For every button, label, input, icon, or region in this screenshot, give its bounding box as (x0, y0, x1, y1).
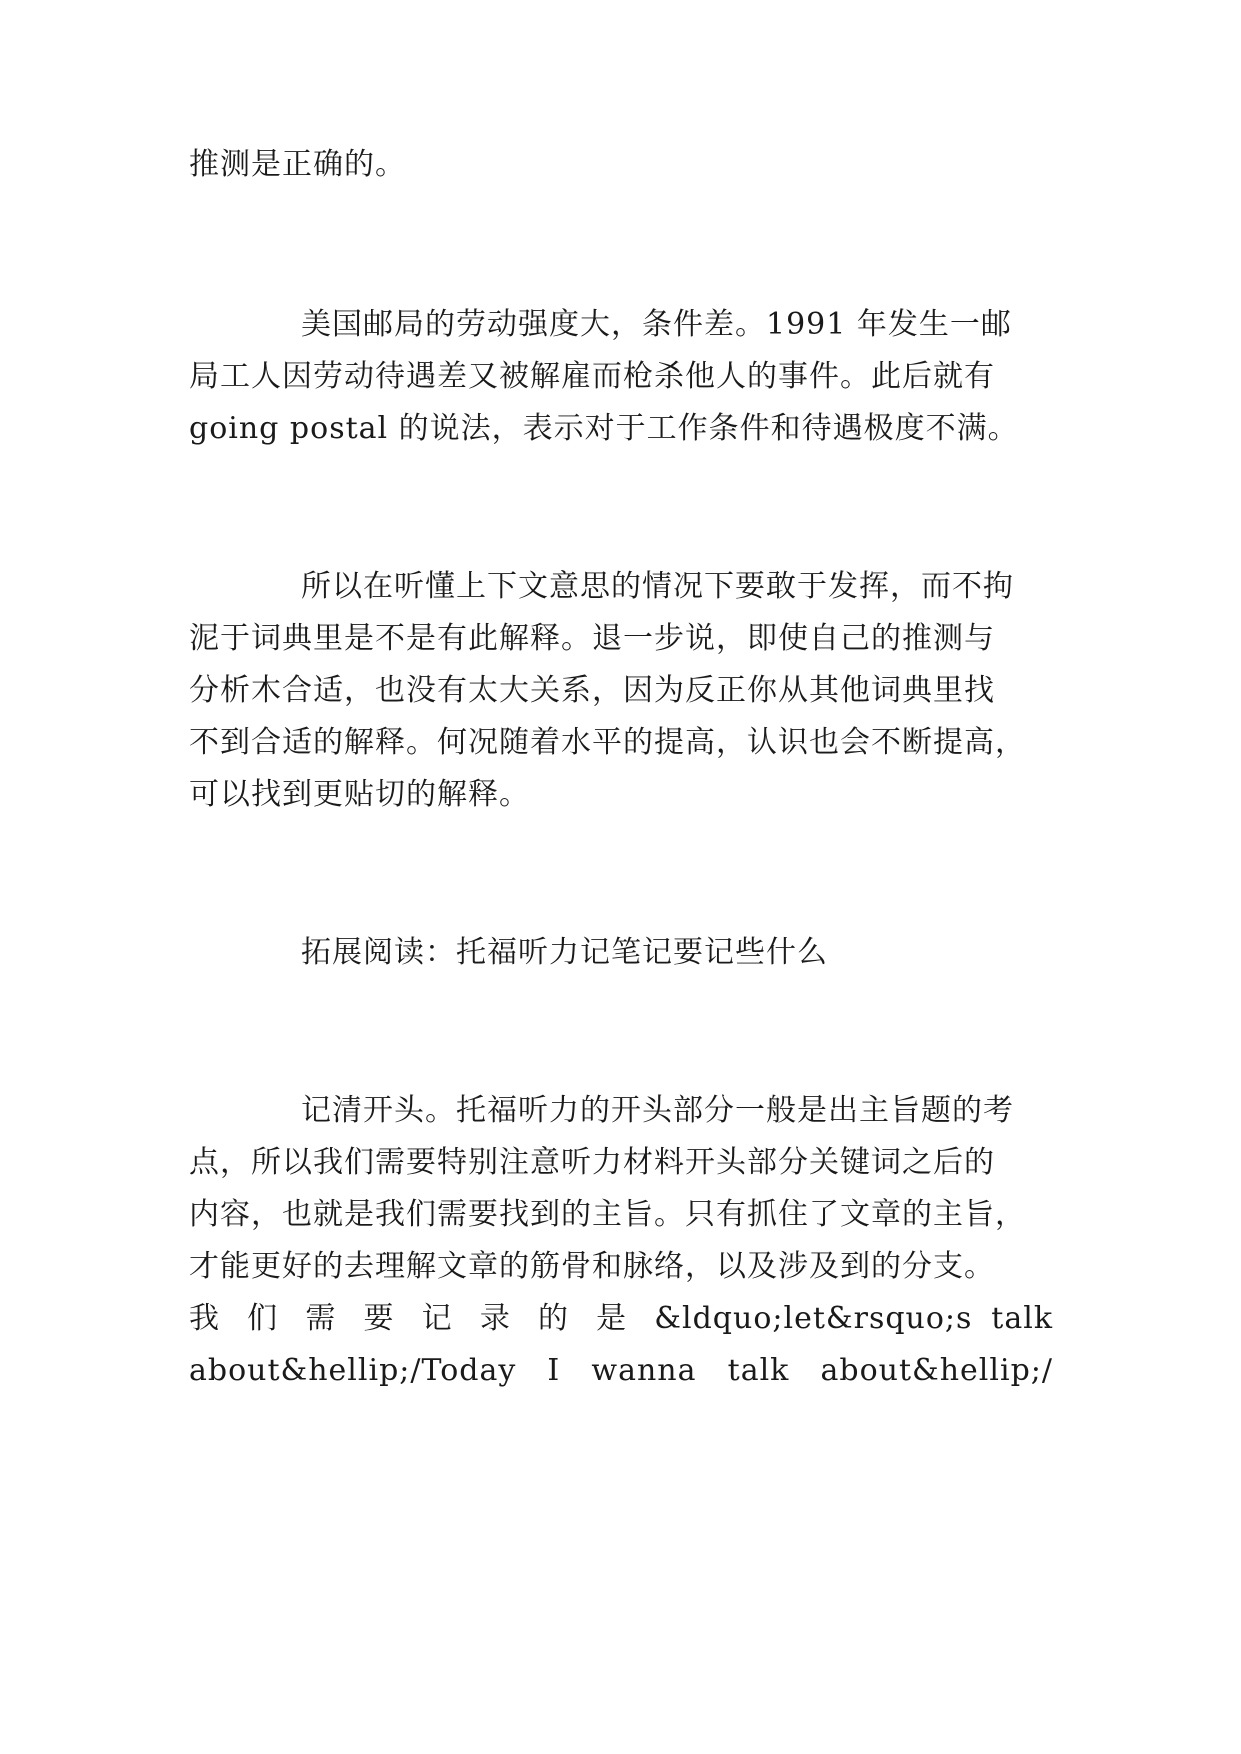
paragraph-4-line-4: 才能更好的去理解文章的筋骨和脉络，以及涉及到的分支。 (189, 1249, 995, 1284)
paragraph-3-line-3: 分析木合适，也没有太大关系，因为反正你从其他词典里找 (189, 673, 995, 708)
paragraph-1-line-1: 推测是正确的。 (189, 147, 406, 182)
paragraph-4-line-1: 记清开头。托福听力的开头部分一般是出主旨题的考 (301, 1093, 1014, 1128)
paragraph-2-line-3: going postal 的说法，表示对于工作条件和待遇极度不满。 (189, 411, 1019, 446)
paragraph-4-line-3: 内容，也就是我们需要找到的主旨。只有抓住了文章的主旨， (189, 1197, 1026, 1232)
paragraph-3-line-5: 可以找到更贴切的解释。 (189, 777, 530, 812)
paragraph-2-line-2: 局工人因劳动待遇差又被解雇而枪杀他人的事件。此后就有 (189, 359, 995, 394)
paragraph-4-line-2: 点，所以我们需要特别注意听力材料开头部分关键词之后的 (189, 1145, 995, 1180)
paragraph-4-line-6: about&hellip;/Today I wanna talk about&hellip;/ (189, 1353, 1053, 1388)
paragraph-4-line-5: 我 们 需 要 记 录 的 是 &ldquo;let&rsquo;s talk (189, 1301, 1053, 1336)
paragraph-3-line-1: 所以在听懂上下文意思的情况下要敢于发挥，而不拘 (301, 569, 1014, 604)
paragraph-3-line-4: 不到合适的解释。何况随着水平的提高，认识也会不断提高， (189, 725, 1026, 760)
extended-reading-heading: 拓展阅读：托福听力记笔记要记些什么 (301, 935, 828, 970)
paragraph-3-line-2: 泥于词典里是不是有此解释。退一步说，即使自己的推测与 (189, 621, 995, 656)
paragraph-2-line-1: 美国邮局的劳动强度大，条件差。1991 年发生一邮 (301, 307, 1012, 342)
